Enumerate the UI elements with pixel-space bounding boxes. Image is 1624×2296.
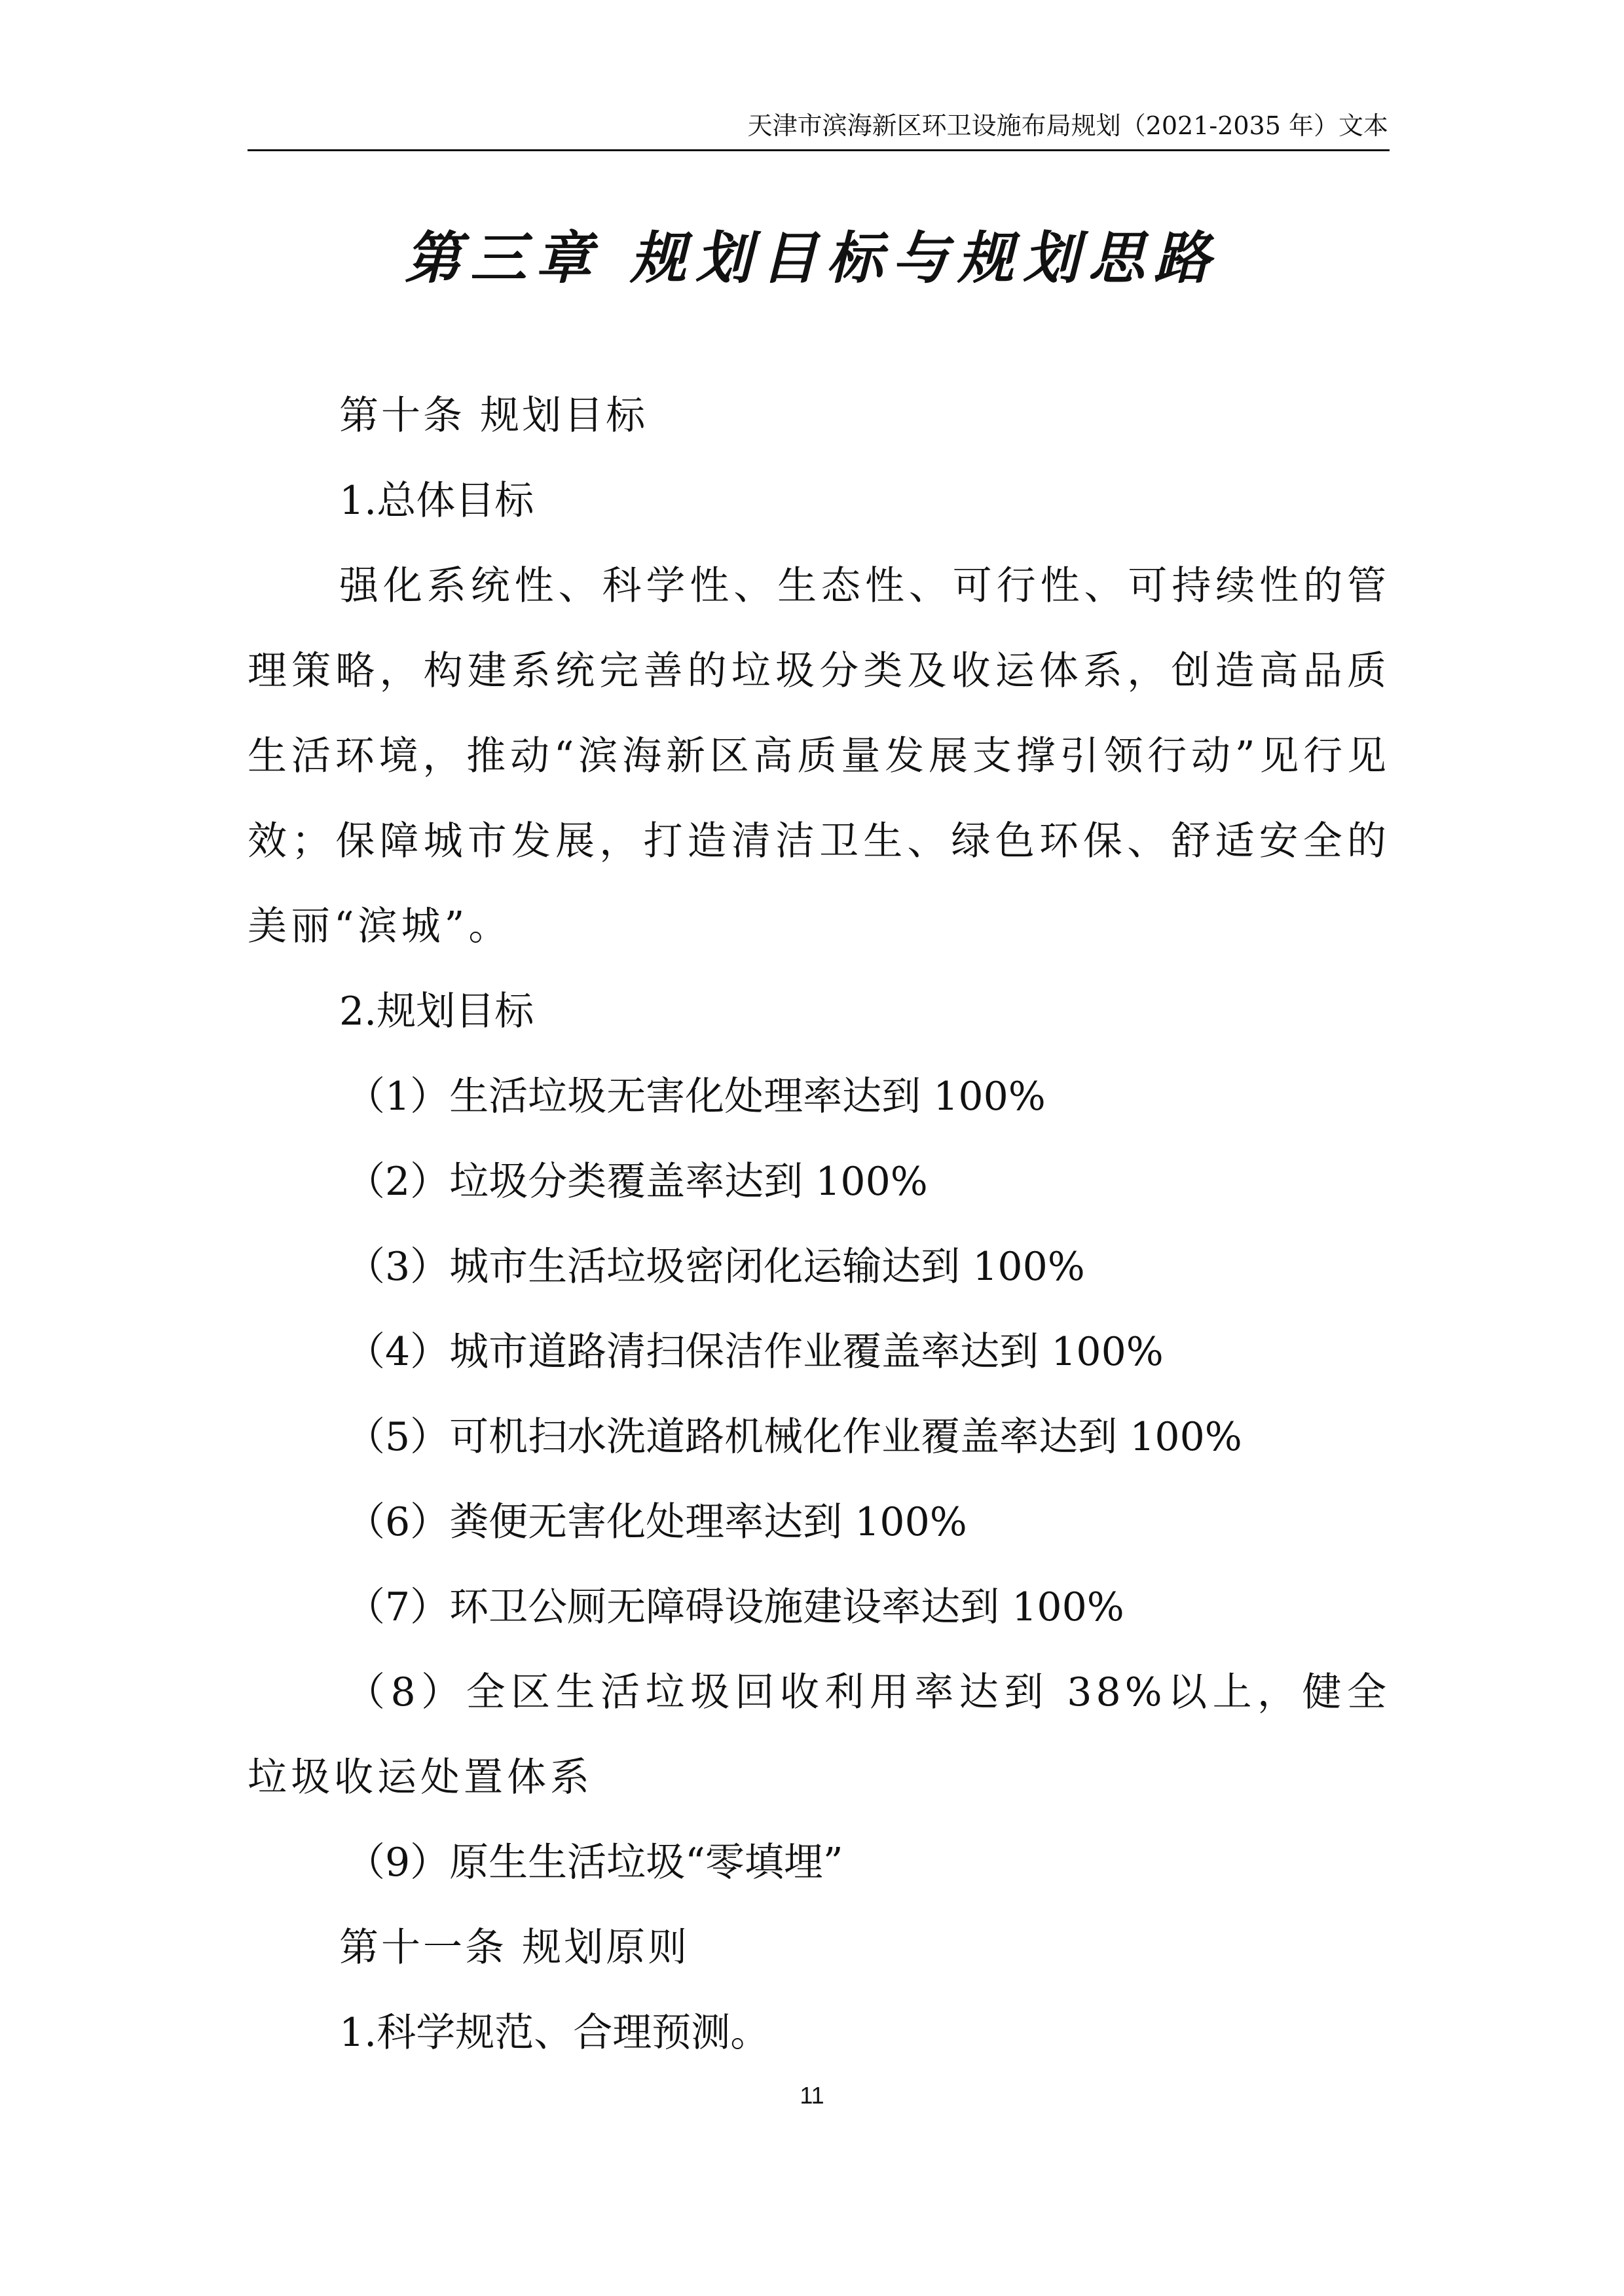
goal-item: （7）环卫公厕无障碍设施建设率达到 100% [346,1584,1124,1630]
goal-item: （6）粪便无害化处理率达到 100% [346,1499,967,1545]
overall-goal-paragraph: 强化系统性、科学性、生态性、可行性、可持续性的管理策略，构建系统完善的垃圾分类及收运体系，创造高品质生活环境，推动“滨海新区高质量发展支撑引领行动”见行见效；保障城市发展，打造清洁卫生、绿色环保、舒适安全的美丽“滨城”。 [248,563,1390,949]
goal-item: （9）原生生活垃圾“零填埋” [346,1840,843,1886]
principle-1: 1.科学规范、合理预测。 [339,2010,770,2056]
planning-goal-heading: 2.规划目标 [339,989,534,1034]
overall-goal-heading: 1.总体目标 [339,478,534,524]
running-header: 天津市滨海新区环卫设施布局规划（2021-2035 年）文本 [747,111,1388,140]
goal-item: （8）全区生活垃圾回收利用率达到 38%以上，健全垃圾收运处置体系 [248,1669,1390,1800]
article-11-title: 第十一条 规划原则 [339,1925,690,1971]
goal-item: （1）生活垃圾无害化处理率达到 100% [346,1074,1046,1120]
article-10-title: 第十条 规划目标 [339,393,648,439]
goal-item: （5）可机扫水洗道路机械化作业覆盖率达到 100% [346,1414,1242,1460]
goal-item: （2）垃圾分类覆盖率达到 100% [346,1159,928,1205]
document-body [248,373,1390,2075]
page-number: 11 [800,2082,824,2109]
header-divider [248,149,1390,151]
goal-item: （4）城市道路清扫保洁作业覆盖率达到 100% [346,1329,1164,1375]
goal-item: （3）城市生活垃圾密闭化运输达到 100% [346,1244,1085,1290]
chapter-title: 第三章 规划目标与规划思路 [405,225,1219,291]
